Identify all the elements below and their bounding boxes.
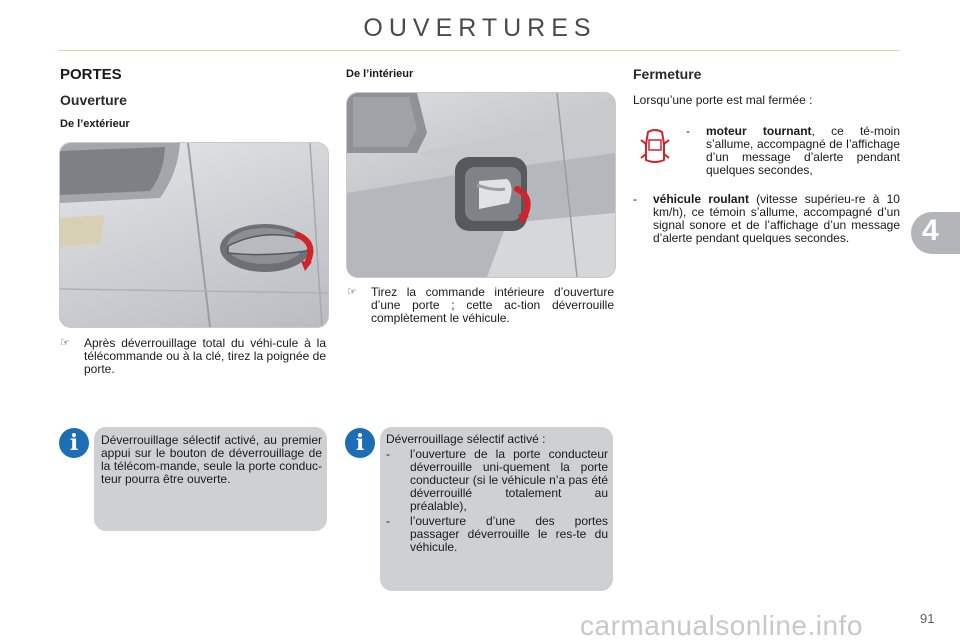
info-box-interior-content [386, 433, 608, 554]
heading-fermeture: Fermeture [633, 66, 702, 82]
vehicle-moving-item [633, 193, 900, 245]
vehicle-moving-description: (vitesse supérieu-re à 10 km/h), ce témoin s’allume, accompagné d’un signal sonore et de l’affichage d’un message d’alerte pendant quelques secondes. [653, 192, 900, 245]
subheading-ouverture: Ouverture [60, 92, 127, 108]
exterior-door-handle-photo [59, 142, 329, 328]
info-box-exterior-text: Déverrouillage sélectif activé, au premier appui sur le bouton de déverrouillage de la télécom-mande, seule la porte conduc-teur pourra être ouverte. [101, 433, 322, 486]
list-item [386, 515, 608, 554]
hand-pointer-icon: ☞ [347, 286, 357, 298]
exterior-door-illustration [60, 143, 328, 327]
interior-door-illustration [347, 93, 615, 277]
list-item-text: l’ouverture de la porte conducteur déverrouille uni-quement la porte conducteur (si le véhicule n’a pas été déverrouillé totalement au préalable), [410, 447, 608, 513]
dash-marker: - [686, 124, 690, 138]
info-icon: i [59, 428, 89, 458]
interior-door-handle-photo [346, 92, 616, 278]
vehicle-moving-label: véhicule roulant [653, 192, 749, 206]
watermark: carmanualsonline.info [580, 610, 863, 641]
exterior-instruction-text: Après déverrouillage total du véhi-cule à la télécommande ou à la clé, tirez la poignée de porte. [84, 336, 326, 376]
section-exterior: De l’extérieur [60, 118, 130, 130]
dash-marker: - [386, 514, 390, 528]
dash-marker: - [633, 192, 637, 206]
vehicle-moving-text [653, 193, 900, 245]
hand-pointer-icon: ☞ [60, 337, 70, 349]
engine-running-label: moteur tournant [706, 124, 812, 138]
title-divider [58, 50, 900, 51]
info-icon: i [345, 428, 375, 458]
heading-portes: PORTES [60, 66, 122, 83]
engine-running-description: , ce té-moin s’allume, accompagné de l’affichage d’un message d’alerte pendant quelques secondes, [706, 124, 900, 177]
chapter-number: 4 [922, 214, 939, 247]
info-box-interior-intro: Déverrouillage sélectif activé : [386, 432, 546, 446]
page-title: OUVERTURES [363, 14, 597, 42]
exterior-instruction [60, 337, 326, 376]
engine-running-item [686, 125, 900, 177]
dash-marker: - [386, 447, 390, 461]
page-number: 91 [920, 611, 935, 626]
fermeture-intro: Lorsqu’une porte est mal fermée : [633, 93, 813, 107]
interior-instruction-text: Tirez la commande intérieure d’ouverture d’une porte ; cette ac-tion déverrouille complètement le véhicule. [371, 285, 614, 325]
list-item [386, 448, 608, 513]
door-open-warning-icon [640, 128, 670, 166]
section-interior: De l’intérieur [346, 68, 414, 80]
list-item-text: l’ouverture d’une des portes passager déverrouille le res-te du véhicule. [410, 514, 608, 554]
engine-running-text [706, 125, 900, 177]
interior-instruction [347, 286, 614, 325]
